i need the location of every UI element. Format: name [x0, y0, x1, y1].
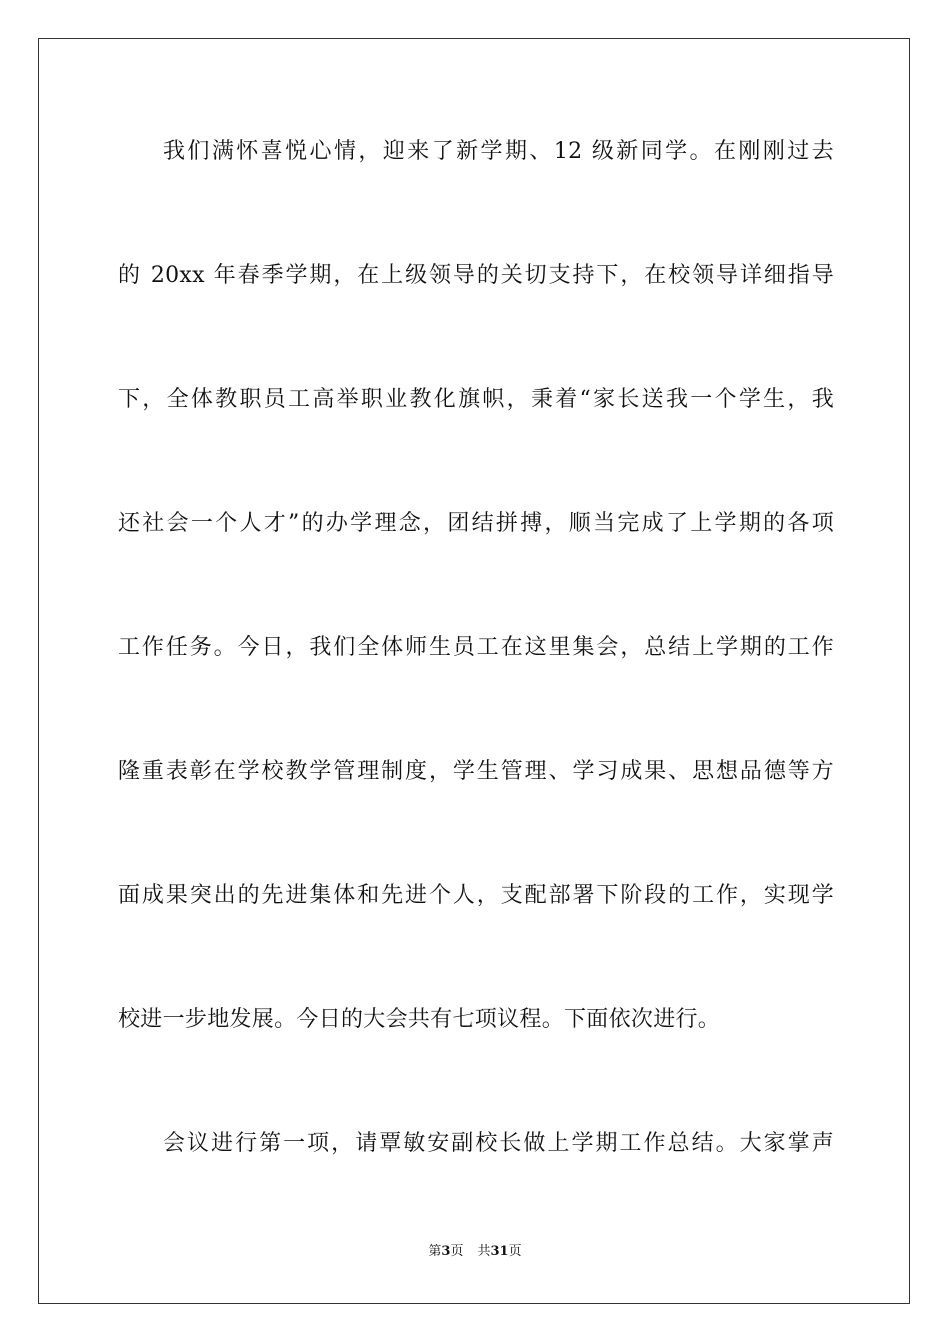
paragraph-line: 隆重表彰在学校教学管理制度，学生管理、学习成果、思想品德等方	[118, 759, 834, 784]
paragraph-line: 我们满怀喜悦心情，迎来了新学期、12 级新同学。在刚刚过去	[163, 139, 834, 164]
total-pages: 31	[490, 1244, 509, 1259]
total-suffix: 页	[508, 1244, 522, 1259]
paragraph-line: 还社会一个人才”的办学理念，团结拼搏，顺当完成了上学期的各项	[118, 511, 834, 536]
paragraph-line: 校进一步地发展。今日的大会共有七项议程。下面依次进行。	[118, 1007, 721, 1032]
page-border	[38, 38, 910, 1304]
page-suffix: 页	[450, 1244, 464, 1259]
page-footer	[0, 1243, 950, 1261]
page-number: 3	[441, 1244, 451, 1259]
paragraph-line: 面成果突出的先进集体和先进个人，支配部署下阶段的工作，实现学	[118, 883, 834, 908]
paragraph-line: 会议进行第一项，请覃敏安副校长做上学期工作总结。大家掌声	[163, 1131, 834, 1156]
total-prefix: 共	[477, 1244, 491, 1259]
paragraph-line: 的 20xx 年春季学期，在上级领导的关切支持下，在校领导详细指导	[118, 263, 834, 288]
page-prefix: 第	[428, 1244, 442, 1259]
paragraph-line: 工作任务。今日，我们全体师生员工在这里集会，总结上学期的工作	[118, 635, 834, 660]
paragraph-line: 下，全体教职员工高举职业教化旗帜，秉着“家长送我一个学生，我	[118, 387, 834, 412]
